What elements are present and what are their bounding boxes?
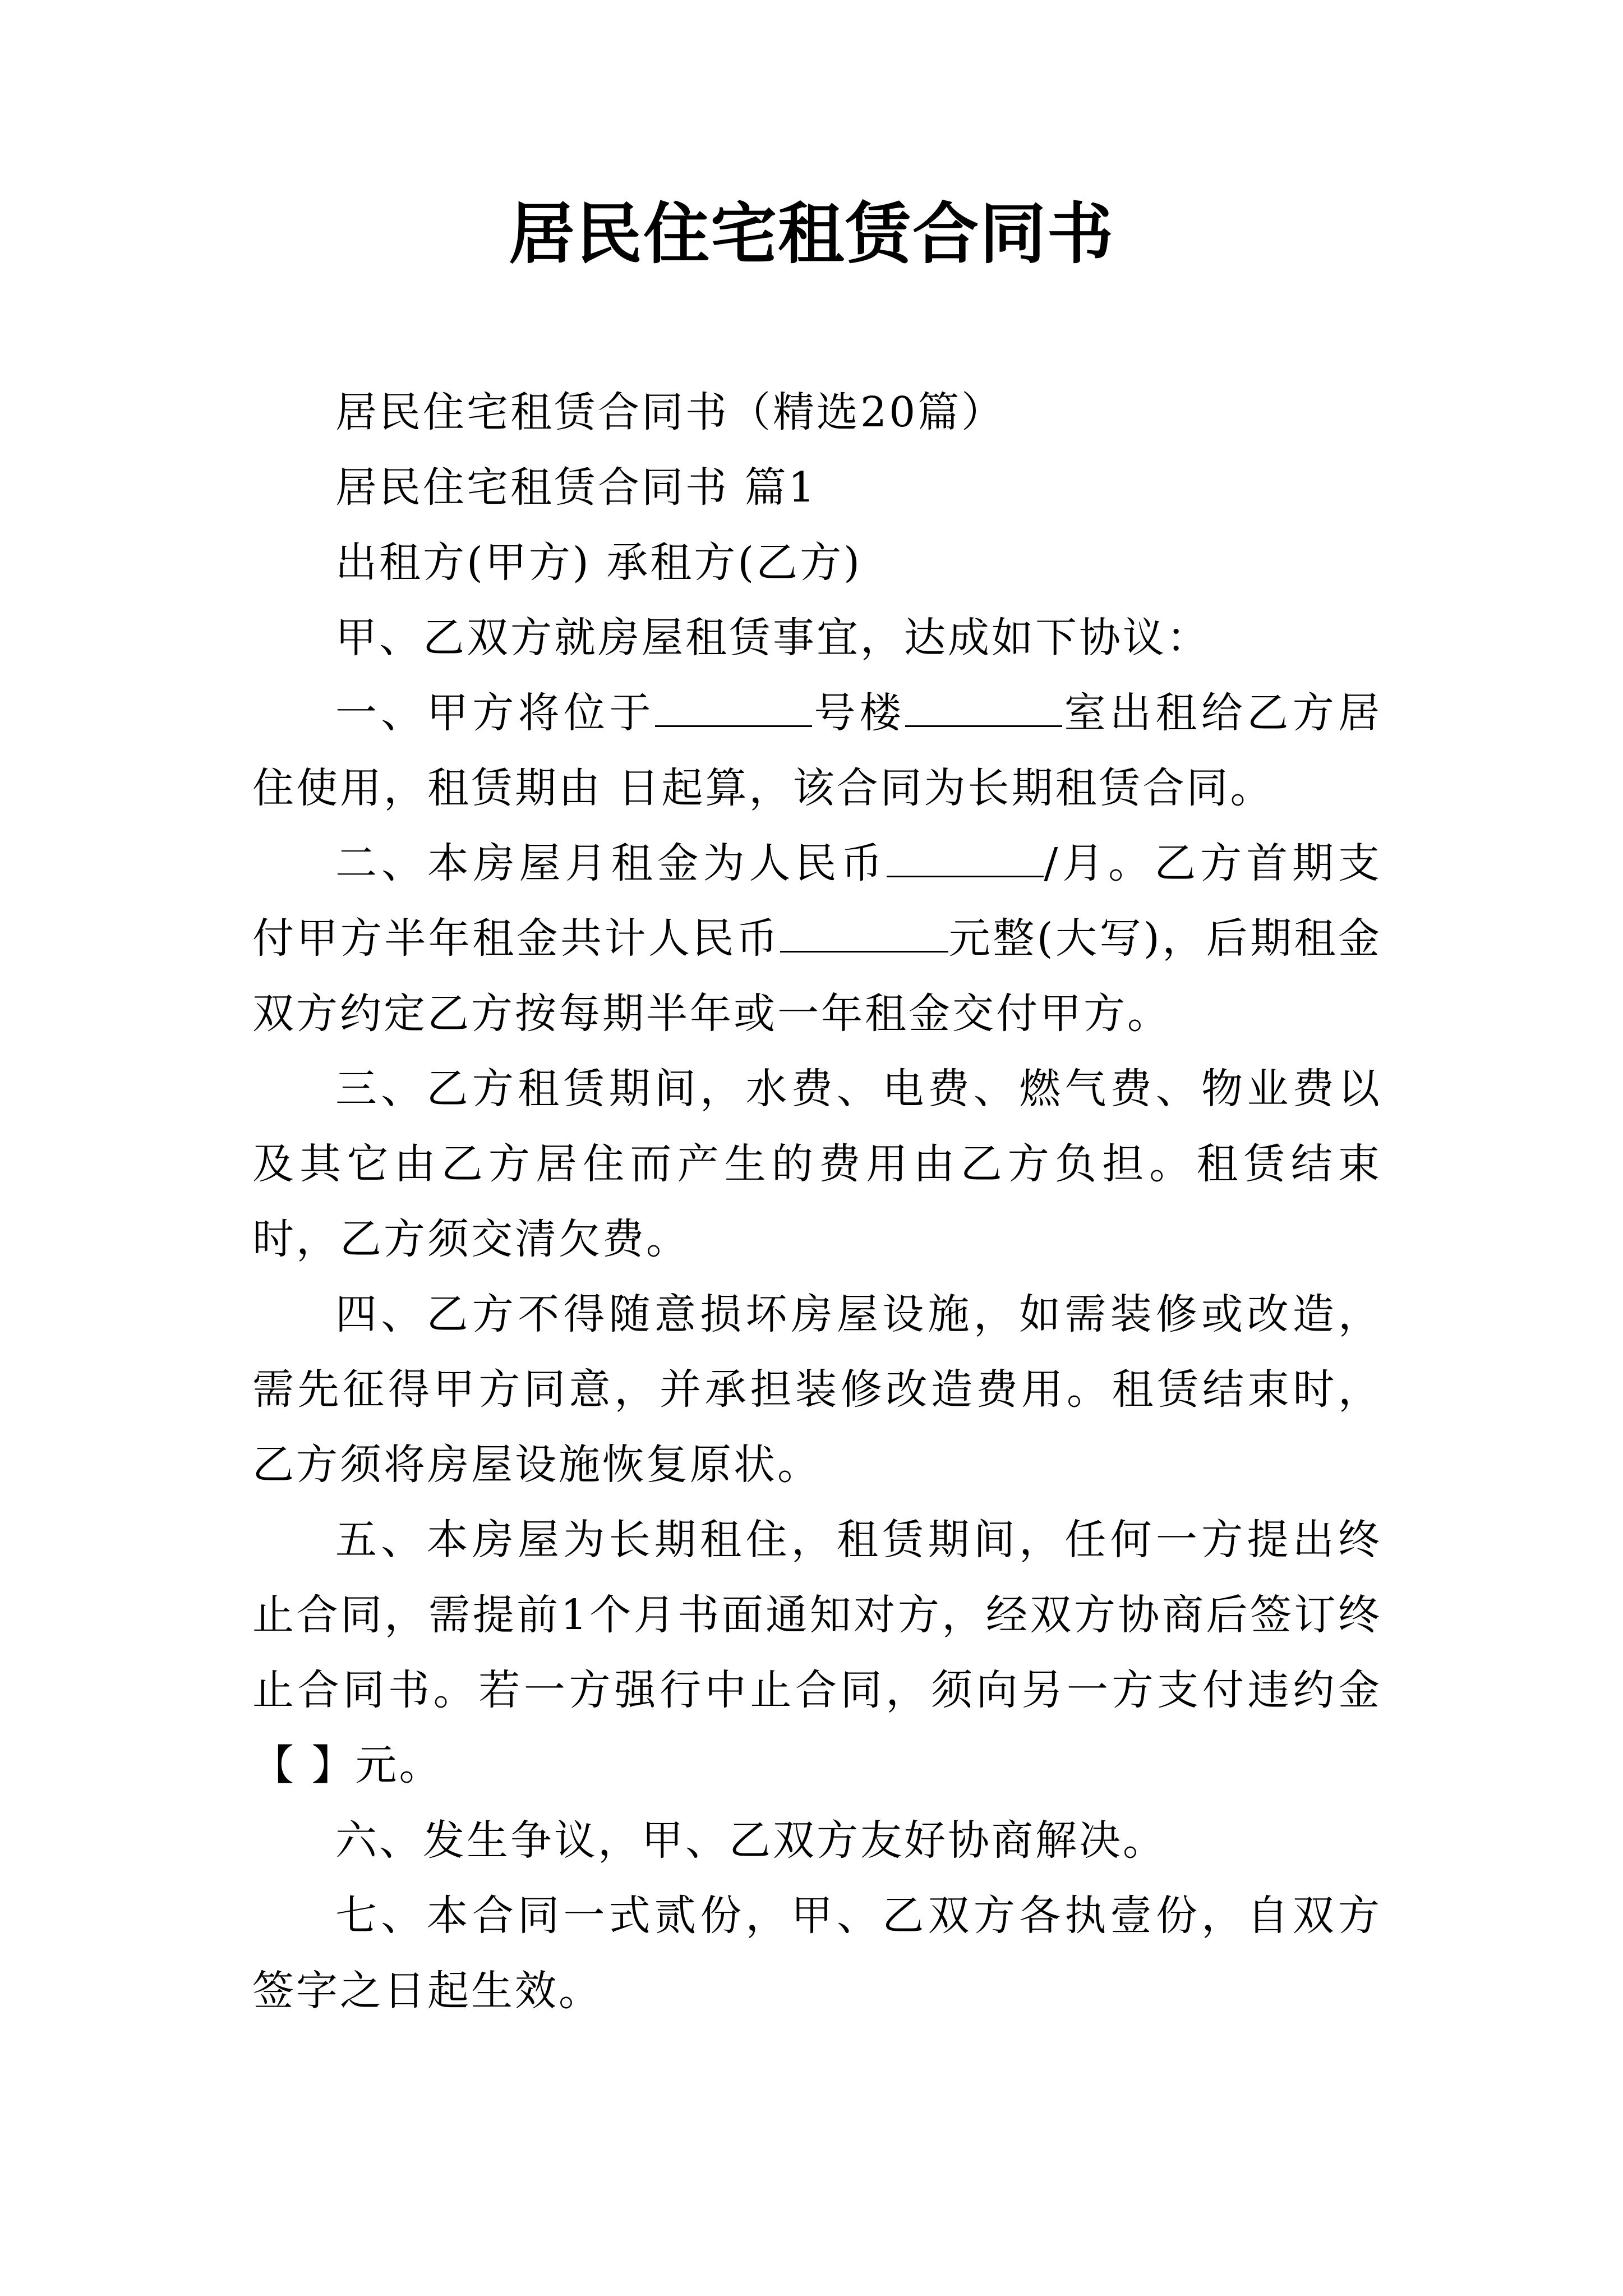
clause-1-text-a: 一、甲方将位于 <box>335 689 655 737</box>
clause-6: 六、发生争议，甲、乙双方友好协商解决。 <box>335 1816 1166 1865</box>
clause-2-text-b: /月。乙方首期支付甲方半年租金共计人民币 <box>252 839 1382 963</box>
clause-2 <box>252 826 1382 1051</box>
document-body <box>252 375 1382 2028</box>
intro-paragraph: 甲、乙双方就房屋租赁事宜，达成如下协议： <box>335 614 1210 662</box>
clause-2-text-a: 二、本房屋月租金为人民币 <box>335 839 887 887</box>
first-payment-blank <box>780 917 948 953</box>
subtitle-line: 居民住宅租赁合同书（精选20篇） <box>335 388 1006 436</box>
document-title: 居民住宅租赁合同书 <box>508 195 1114 273</box>
parties-line: 出租方(甲方) 承租方(乙方) <box>335 539 863 587</box>
clause-1 <box>252 675 1382 826</box>
room-number-blank <box>905 692 1062 727</box>
section-heading: 居民住宅租赁合同书 篇1 <box>335 463 817 512</box>
clause-2-text-c: 元整(大写)，后期租金双方约定乙方按每期半年或一年租金交付甲方。 <box>252 914 1382 1038</box>
clause-7: 七、本合同一式贰份，甲、乙双方各执壹份，自双方签字之日起生效。 <box>252 1892 1382 2015</box>
clause-1-text-b: 号楼 <box>811 689 906 737</box>
clause-3: 三、乙方租赁期间，水费、电费、燃气费、物业费以及其它由乙方居住而产生的费用由乙方负担。租赁结束时，乙方须交清欠费。 <box>252 1065 1382 1263</box>
clause-1-text-c: 室出租给乙方居住使用，租赁期由 日起算，该合同为长期租赁合同。 <box>252 689 1382 812</box>
building-number-blank <box>655 692 812 727</box>
monthly-rent-blank <box>887 842 1044 877</box>
clause-5: 五、本房屋为长期租住，租赁期间，任何一方提出终止合同，需提前1个月书面通知对方，经双方协商后签订终止合同书。若一方强行中止合同，须向另一方支付违约金【 】元。 <box>252 1516 1382 1789</box>
clause-4: 四、乙方不得随意损坏房屋设施，如需装修或改造，需先征得甲方同意，并承担装修改造费用。租赁结束时，乙方须将房屋设施恢复原状。 <box>252 1290 1382 1489</box>
